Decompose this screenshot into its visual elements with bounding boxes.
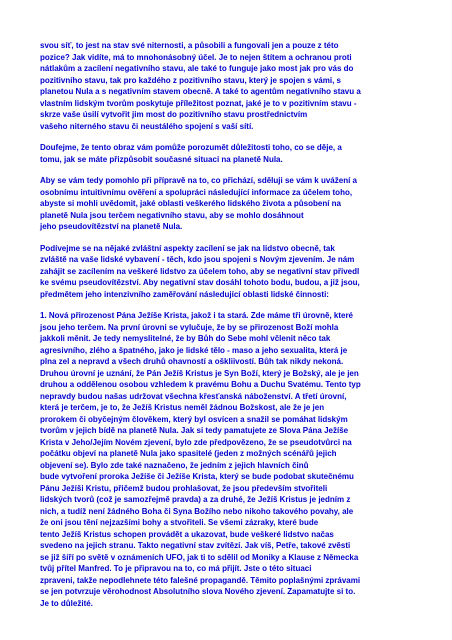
document-page bbox=[40, 40, 410, 619]
paragraph-3: Aby se vám tedy pomohlo při přípravě na to, co přichází, sděluji se vám k uvážení a osobnímu intuitivnímu ověření a spolupráci následující informace za účelem toho, abyste si mohli uvědomit, jaké oblasti veškerého lidského života a působení na planetě Nula jsou terčem negativního stavu, aby se mohlo dosáhnout jeho pseudovítězství na planetě Nula. bbox=[40, 176, 357, 231]
paragraph-5: 1. Nová přirozenost Pána Ježíše Krista, jakož i ta stará. Zde máme tři úrovně, které jsou jeho terčem. Na první úrovni se vylučuje, že by se přirozenost Boží mohla jakkoli měnit. Je tedy nemyslitelné, že by Bůh do Sebe mohl včlenit něco tak agresivního, zlého a špatného, jako je lidské tělo - maso a jeho sexualita, která je plna zel a nepravd a všech druhů ohavností a oškliivostí. Bůh tak nikdy nekoná. Druhou úrovní je uznání, že Pán Ježíš Kristus je Syn Boží, který je Božský, ale je jen druhou a oddělenou osobou vzhledem k pravému Bohu a Duchu Svatému. Tento typ nepravdy budou našas udržovat všechna křesťanská náboženství. A třetí úrovní, která je terčem, je to, že Ježíš Kristus neměl žádnou Božskost, ale že je jen prorokem či obyčejným člověkem, který byl osvícen a snažil se pomáhat lidským tvorům v jejich bídě na planetě Nula. Jak si tedy pamatujete ze Slova Pána Ježíše Krista v Jeho/Jejím Novém zjevení, bylo zde předpovězeno, že se pseudotvůrci na počátku objeví na planetě Nula jako spasitelé (jeden z možných scénářů jejich objevení se). Bylo zde také naznačeno, že jedním z jejich hlavních činů bude vytvoření proroka Ježíše či Ježíše Krista, který se bude podobat skutečnému Pánu Ježíši Kristu, přičemž budou prohlašovat, že jsou především stvořiteli lidských tvorů (což je samozřejmě pravda) a za druhé, že Ježíš Kristus je jedním z nich, a tudíž není žádného Boha či Syna Božího nebo nikoho takového povahy, ale že oni jsou tění nejzazšími bohy a stvořiteli. Se všemi zázraky, které bude tento Ježíš Kristus schopen provádět a ukazovat, bude veškeré lidstvo načas svedeno na jejich stranu. Takto negativní stav zvítězí. Jak víš, Petře, takové zvěsti se již šíří po světě v oznámeních UFO, jak ti to sdělil od Moniky a Klause z Německa tvůj přítel Manfred. To je připravou na to, co má přijít. Jste o této situaci zpraveni, takže nepodlehnete této falešné propagandě. Těmito poplašnými zprávami se jen potvrzuje věrohodnost Absolutního slova Nového zjevení. Zapamatujte si to. Je to důležité. bbox=[40, 311, 361, 608]
paragraph-4: Podívejme se na nějaké zvláštní aspekty zacílení se jak na lidstvo obecně, tak zvláště na vaše lidské vybavení - těch, kdo jsou spojeni s Novým zjevením. Je nám zahájit se zacílením na veškeré lidstvo za účelem toho, aby se negativní stav přivedl ke svému pseudovítězství. Aby negativní stav dosáhl tohoto bodu, budou, a již jsou, předmětem jeho intenzivního zaměřování následující oblasti lidské činnosti: bbox=[40, 243, 360, 299]
paragraph-2: Doufejme, že tento obraz vám pomůže porozumět důležitosti toho, co se děje, a tomu, jak se máte přizpůsobit současné situaci na planetě Nula. bbox=[40, 143, 342, 164]
paragraph-1: svou síť, to jest na stav své niternosti, a působili a fungovali jen a pouze z této pozice? Jak vidíte, má to mnohonásobný účel. Je to nejen štítem a ochranou proti nátlakům a zacílení negativního stavu, ale také to funguje jako most jak pro vás do pozitivního stavu, tak pro každého z pozitivního stavu, který je spojen s vámi, s planetou Nula a s negativním stavem obecně. A také to agentům negativního stavu a vlastním lidským tvorům poskytuje příležitost poznat, jaké je to v pozitivním stavu - skrze vaše úsilí vytvořit jim most do pozitivního stavu prostřednictvím vašeho niterného stavu či neustálého spojení s vaší sítí. bbox=[40, 41, 361, 131]
